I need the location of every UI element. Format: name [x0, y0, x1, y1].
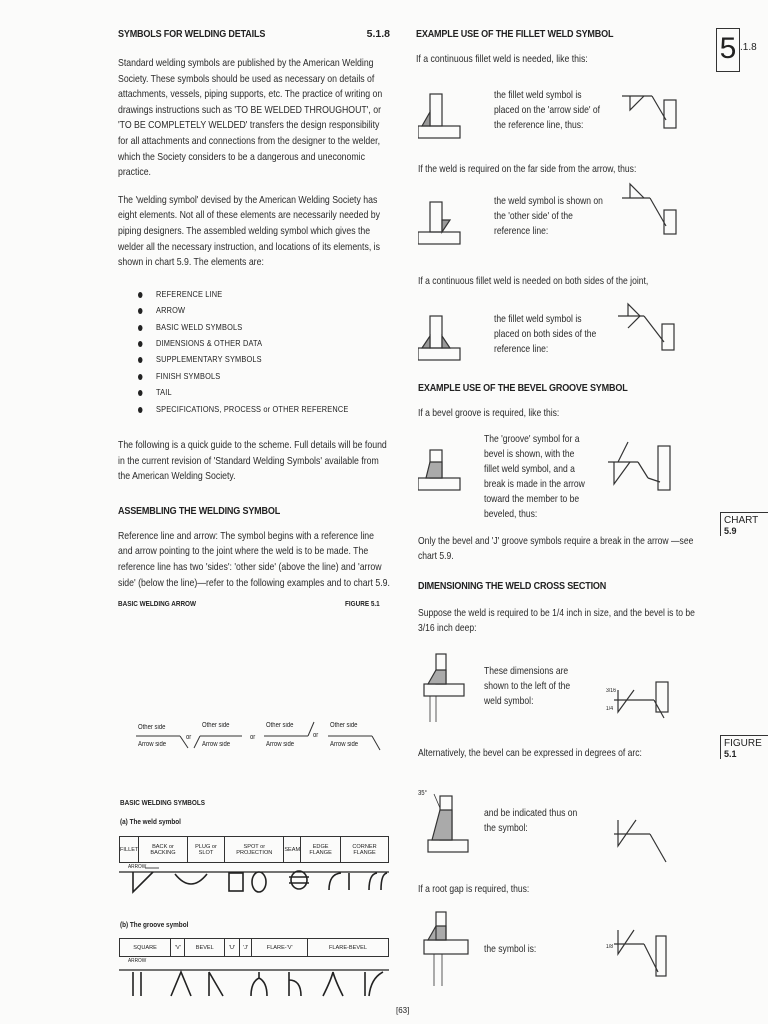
chart-tag-label: CHART — [724, 515, 759, 526]
table-header: SQUARE — [120, 939, 171, 957]
list-item: BASIC WELD SYMBOLS — [156, 320, 367, 336]
table-header: BEVEL — [185, 939, 225, 957]
guide-paragraph: The following is a quick guide to the scheme. Full details will be found in the current revision of 'Standard Welding Symbols' available from the American Welding Society. — [118, 439, 387, 483]
bevel-intro: If a bevel groove is required, like this: — [418, 408, 560, 419]
fillet-heading: EXAMPLE USE OF THE FILLET WELD SYMBOL — [416, 28, 614, 40]
other-side-label-1: Other side — [138, 724, 166, 731]
root-gap-text: If a root gap is required, thus: — [418, 884, 530, 895]
fillet-desc-3: the fillet weld symbol is placed on both sides of the reference line: — [494, 314, 597, 355]
other-side-label-4: Other side — [330, 722, 358, 729]
page-number: [63] — [396, 1006, 410, 1015]
both-sides-text: If a continuous fillet weld is needed on both sides of the joint, — [418, 276, 649, 287]
or-label-3: or — [313, 732, 319, 739]
figure-title: BASIC WELDING ARROW — [118, 599, 197, 609]
chapter-subsection: .1.8 — [740, 42, 757, 53]
arrow-side-label-2: Arrow side — [202, 741, 231, 748]
table-header: BACK or BACKING — [139, 837, 187, 863]
arrow-side-label-1: Arrow side — [138, 741, 167, 748]
arrow-side-label-3: Arrow side — [266, 741, 295, 748]
groove-symbols-drawing — [119, 956, 389, 1000]
fraction-1-8: 1/8 — [606, 944, 614, 950]
table-header: 'V' — [171, 939, 185, 957]
arrow-row-label-1: ARROW — [128, 864, 147, 870]
left-column — [118, 20, 390, 613]
dimensions-desc: These dimensions are shown to the left of the weld symbol: — [484, 666, 571, 707]
figure-tag — [720, 735, 768, 759]
fraction-1-4: 1/4 — [606, 706, 614, 712]
table-header: SPOT or PROJECTION — [225, 837, 284, 863]
figure-tag-number: 5.1 — [724, 749, 737, 759]
right-column — [416, 20, 702, 68]
or-label-1: or — [186, 734, 192, 741]
list-item: SUPPLEMENTARY SYMBOLS — [156, 352, 367, 368]
groove-symbol-label: (b) The groove symbol — [120, 920, 189, 929]
figure-caption-row — [118, 599, 390, 613]
list-item: FINISH SYMBOLS — [156, 369, 367, 385]
table-header: FILLET — [120, 837, 139, 863]
arrow-side-label-4: Arrow side — [330, 741, 359, 748]
elements-paragraph: The 'welding symbol' devised by the American Welding Society has eight elements. Not all of these elements are necessarily needed by piping designers. The assembled welding symbol which gives the welder all the necessary instruction, and locations of its elements, is shown in chart 5.9. The elements are: — [118, 194, 381, 269]
table-header: FLARE-BEVEL — [307, 939, 388, 957]
weld-symbol-label: (a) The weld symbol — [120, 817, 181, 826]
section-heading-row — [118, 28, 390, 42]
fillet-desc-1: the fillet weld symbol is placed on the 'arrow side' of the reference line, thus: — [494, 90, 601, 131]
weld-symbols-drawing — [119, 862, 389, 900]
list-item: REFERENCE LINE — [156, 287, 367, 303]
bevel-heading: EXAMPLE USE OF THE BEVEL GROOVE SYMBOL — [418, 382, 628, 394]
table-header: FLARE-'V' — [252, 939, 308, 957]
section-number: 5.1.8 — [366, 28, 390, 40]
list-item: SPECIFICATIONS, PROCESS or OTHER REFERENCE — [156, 402, 367, 418]
elements-list — [156, 287, 390, 418]
list-item: ARROW — [156, 303, 367, 319]
weld-examples-drawing — [418, 86, 694, 666]
chart-tag-number: 5.9 — [724, 526, 737, 536]
degrees-text: Alternatively, the bevel can be expressed in degrees of arc: — [418, 748, 642, 759]
angle-label: 35° — [418, 790, 428, 797]
fraction-3-16: 3/16 — [606, 688, 616, 694]
figure-number: FIGURE 5.1 — [345, 599, 380, 609]
assembling-paragraph: Reference line and arrow: The symbol begins with a reference line and arrow pointing to the joint where the weld is to be made. The reference line has two 'sides': 'other side' (above the line) and 'arrow side' (below the line)—refer to the following examples and to chart 5.9. — [118, 530, 390, 589]
list-item: TAIL — [156, 385, 367, 401]
table-header: SEAM — [284, 837, 301, 863]
fillet-desc-2: the weld symbol is shown on the 'other side' of the reference line: — [494, 196, 603, 237]
root-gap-desc: the symbol is: — [484, 944, 537, 955]
chart-tag — [720, 512, 768, 536]
bevel-desc: The 'groove' symbol for a bevel is shown, with the fillet weld symbol, and a break is made in the arrow toward the member to be beveled, thus: — [484, 434, 585, 520]
dimensioning-heading: DIMENSIONING THE WELD CROSS SECTION — [418, 580, 607, 592]
fillet-intro: If a continuous fillet weld is needed, like this: — [416, 54, 588, 65]
section-heading: SYMBOLS FOR WELDING DETAILS — [118, 28, 266, 40]
other-side-label-3: Other side — [266, 722, 294, 729]
assembling-heading: ASSEMBLING THE WELDING SYMBOL — [118, 504, 281, 517]
basic-symbols-title: BASIC WELDING SYMBOLS — [120, 798, 206, 807]
table-header: 'J' — [240, 939, 252, 957]
dimension-examples-drawing — [418, 650, 694, 1010]
bevel-note: Only the bevel and 'J' groove symbols require a break in the arrow —see chart 5.9. — [418, 536, 694, 562]
table-header: 'U' — [225, 939, 240, 957]
table-header: PLUG or SLOT — [187, 837, 225, 863]
degrees-desc: and be indicated thus on the symbol: — [484, 808, 578, 834]
figure-tag-label: FIGURE — [724, 738, 762, 749]
table-header: CORNER FLANGE — [341, 837, 389, 863]
arrow-row-label-2: ARROW — [128, 958, 147, 964]
dimensioning-intro: Suppose the weld is required to be 1/4 inch in size, and the bevel is to be 3/16 inch deep: — [418, 608, 695, 634]
or-label-2: or — [250, 734, 256, 741]
list-item: DIMENSIONS & OTHER DATA — [156, 336, 367, 352]
far-side-text: If the weld is required on the far side from the arrow, thus: — [418, 164, 637, 175]
chapter-number-box: 5 — [716, 28, 740, 72]
intro-paragraph: Standard welding symbols are published by the American Welding Society. These symbols should be used as necessary on details of attachments, vessels, piping supports, etc. The practice of writing on drawings instructions such as 'TO BE WELDED THROUGHOUT', or 'TO BE COMPLETELY WELDED' transfers the design responsibility for all attachments and connections from the designer to the welder, which the Society considers to be a dangerous and uneconomic practice. — [118, 58, 383, 179]
table-header: EDGE FLANGE — [301, 837, 341, 863]
other-side-label-2: Other side — [202, 722, 230, 729]
